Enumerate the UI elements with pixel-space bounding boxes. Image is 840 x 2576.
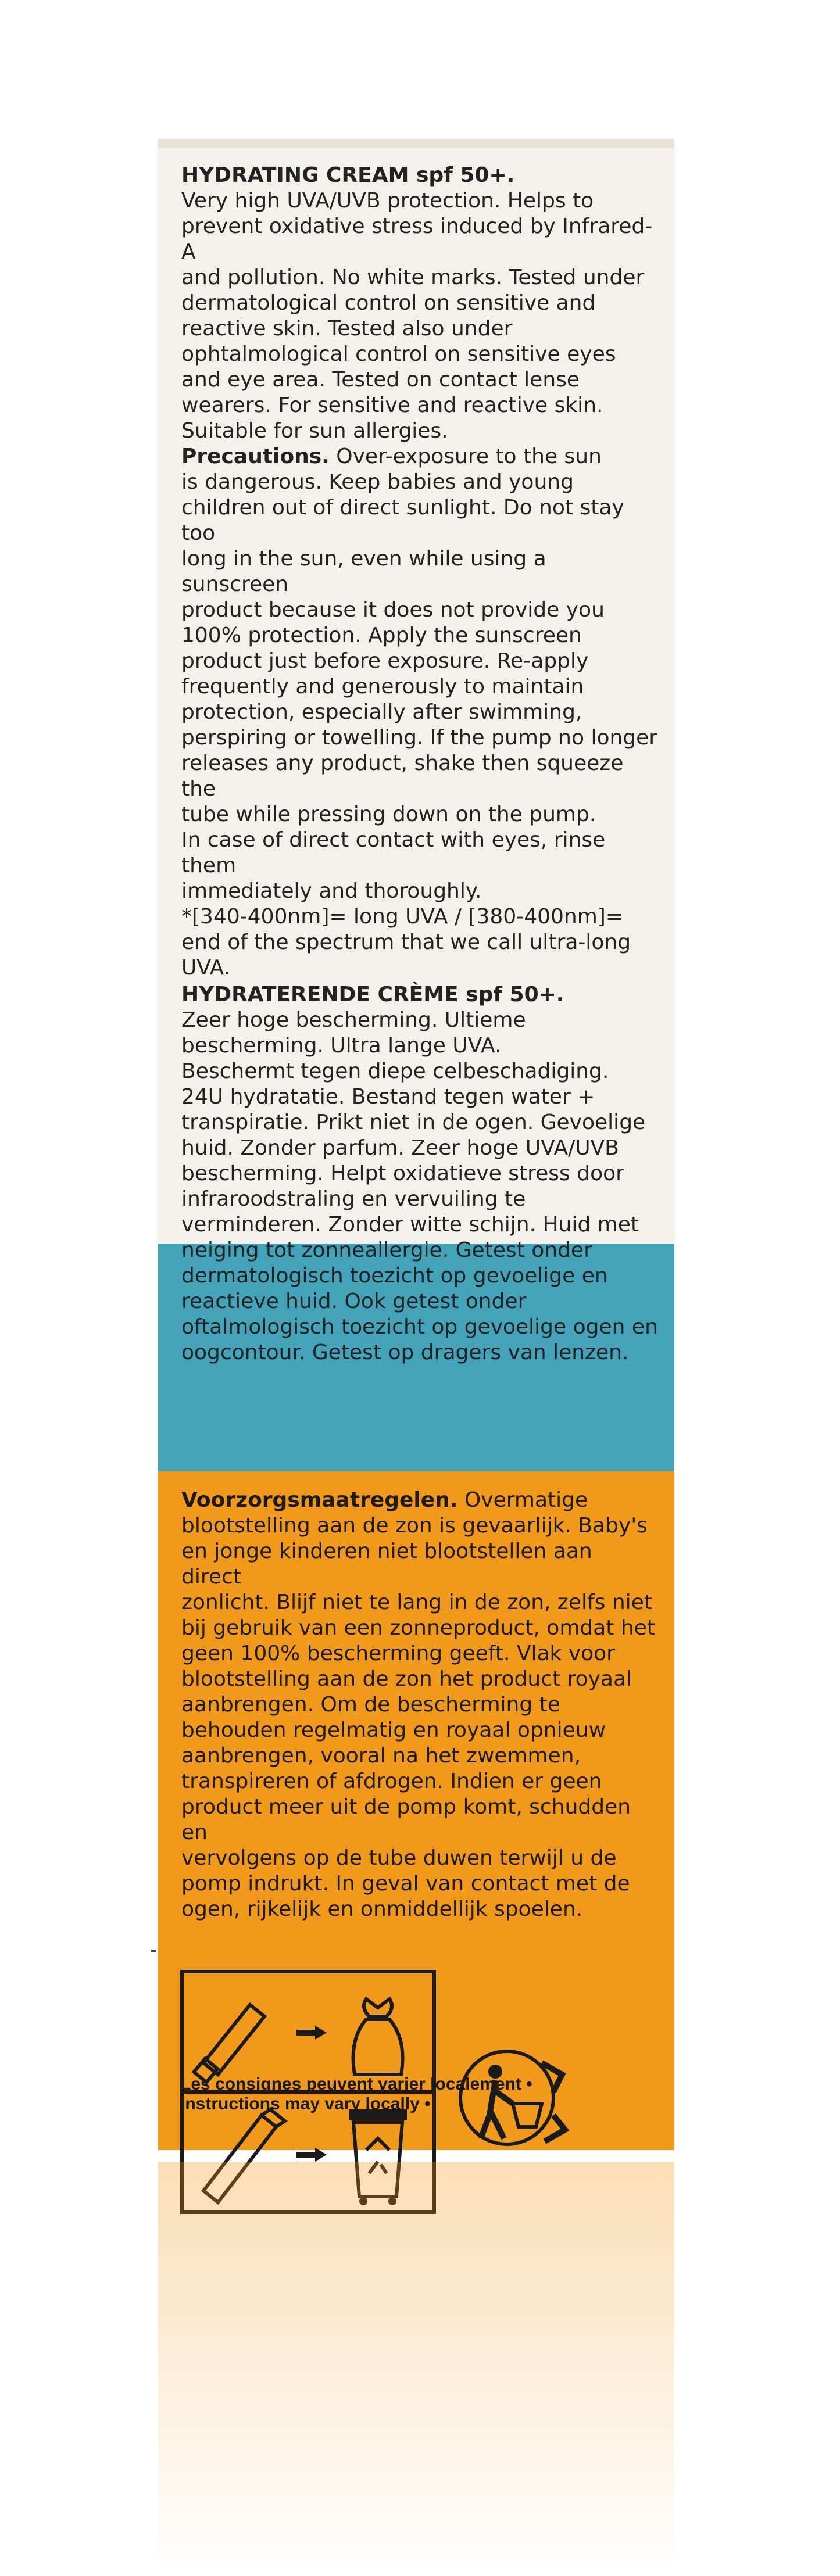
arrow-right-icon xyxy=(296,2148,327,2162)
dutch-text-block xyxy=(181,982,658,1366)
english-heading: HYDRATING CREAM spf 50+. xyxy=(181,163,515,187)
english-precautions xyxy=(181,444,658,981)
dutch-precautions xyxy=(181,1488,658,1922)
box-top-edge xyxy=(158,139,674,148)
box-reflection xyxy=(158,2162,674,2576)
dutch-precautions-label: Voorzorgsmaatregelen. xyxy=(181,1488,458,1512)
dutch-precautions-block xyxy=(181,1488,658,1922)
recycling-note xyxy=(180,2075,532,2114)
tube-icon xyxy=(194,2005,264,2082)
trash-bag-icon xyxy=(353,1999,403,2075)
english-precautions-text: Over-exposure to the sun is dangerous. Keep babies and young children out of direct sunlight. Do not stay too long in the sun, even while using a sunscreen product because it does not provide you 100% protection. Apply the sunscreen product just before exposure. Re-apply frequently and generously to maintain protection, especially after swimming, perspiring or towelling. If the pump no longer releases any product, shake then squeeze the tube while pressing down on the pump. In case of direct contact with eyes, rinse them immediately and thoroughly. *[340-400nm]= long UVA / [380-400nm]= end of the spectrum that we call ultra-long UVA. xyxy=(181,445,658,980)
dutch-heading: HYDRATERENDE CRÈME spf 50+. xyxy=(181,983,564,1006)
english-text-block xyxy=(181,163,658,981)
english-body: Very high UVA/UVB protection. Helps to prevent oxidative stress induced by Infrared-A and pollution. No white marks. Tested under dermatological control on sensitive and reactive skin. Tested also under ophtalmological control on sensitive eyes and eye area. Tested on contact lense wearers. For sensitive and reactive skin. Suitable for sun allergies. xyxy=(181,189,653,443)
product-box-side xyxy=(158,139,674,2150)
edge-mark xyxy=(151,1950,156,1952)
recycling-note-line-2: Instructions may vary locally • xyxy=(180,2094,431,2113)
arrow-right-icon xyxy=(296,2026,327,2040)
recycling-note-line-1: Les consignes peuvent varier localement • xyxy=(180,2075,532,2094)
dutch-body: Zeer hoge bescherming. Ultieme bescherming. Ultra lange UVA. Beschermt tegen diepe celbeschadiging. 24U hydratatie. Bestand tegen water + transpiratie. Prikt niet in de ogen. Gevoelige huid. Zonder parfum. Zeer hoge UVA/UVB bescherming. Helpt oxidatieve stress door infraroodstraling en vervuiling te verminderen. Zonder witte schijn. Huid met neiging tot zonneallergie. Getest onder dermatologisch toezicht op gevoelige en reactieve huid. Ook getest onder oftalmologisch toezicht op gevoelige ogen en oogcontour. Getest op dragers van lenzen. xyxy=(181,1008,658,1364)
english-precautions-label: Precautions. xyxy=(181,445,330,468)
dutch-precautions-text: Overmatige blootstelling aan de zon is gevaarlijk. Baby's en jonge kinderen niet blootstellen aan direct zonlicht. Blijf niet te lang in de zon, zelfs niet bij gebruik van een zonneproduct, omdat het geen 100% bescherming geeft. Vlak voor blootstelling aan de zon het product royaal aanbrengen. Om de bescherming te behouden regelmatig en royaal opnieuw aanbrengen, vooral na het zwemmen, transpireren of afdrogen. Indien er geen product meer uit de pomp komt, schudden en vervolgens op de tube duwen terwijl u de pomp indrukt. In geval van contact met de ogen, rijkelijk en onmiddellijk spoelen. xyxy=(181,1488,655,1921)
